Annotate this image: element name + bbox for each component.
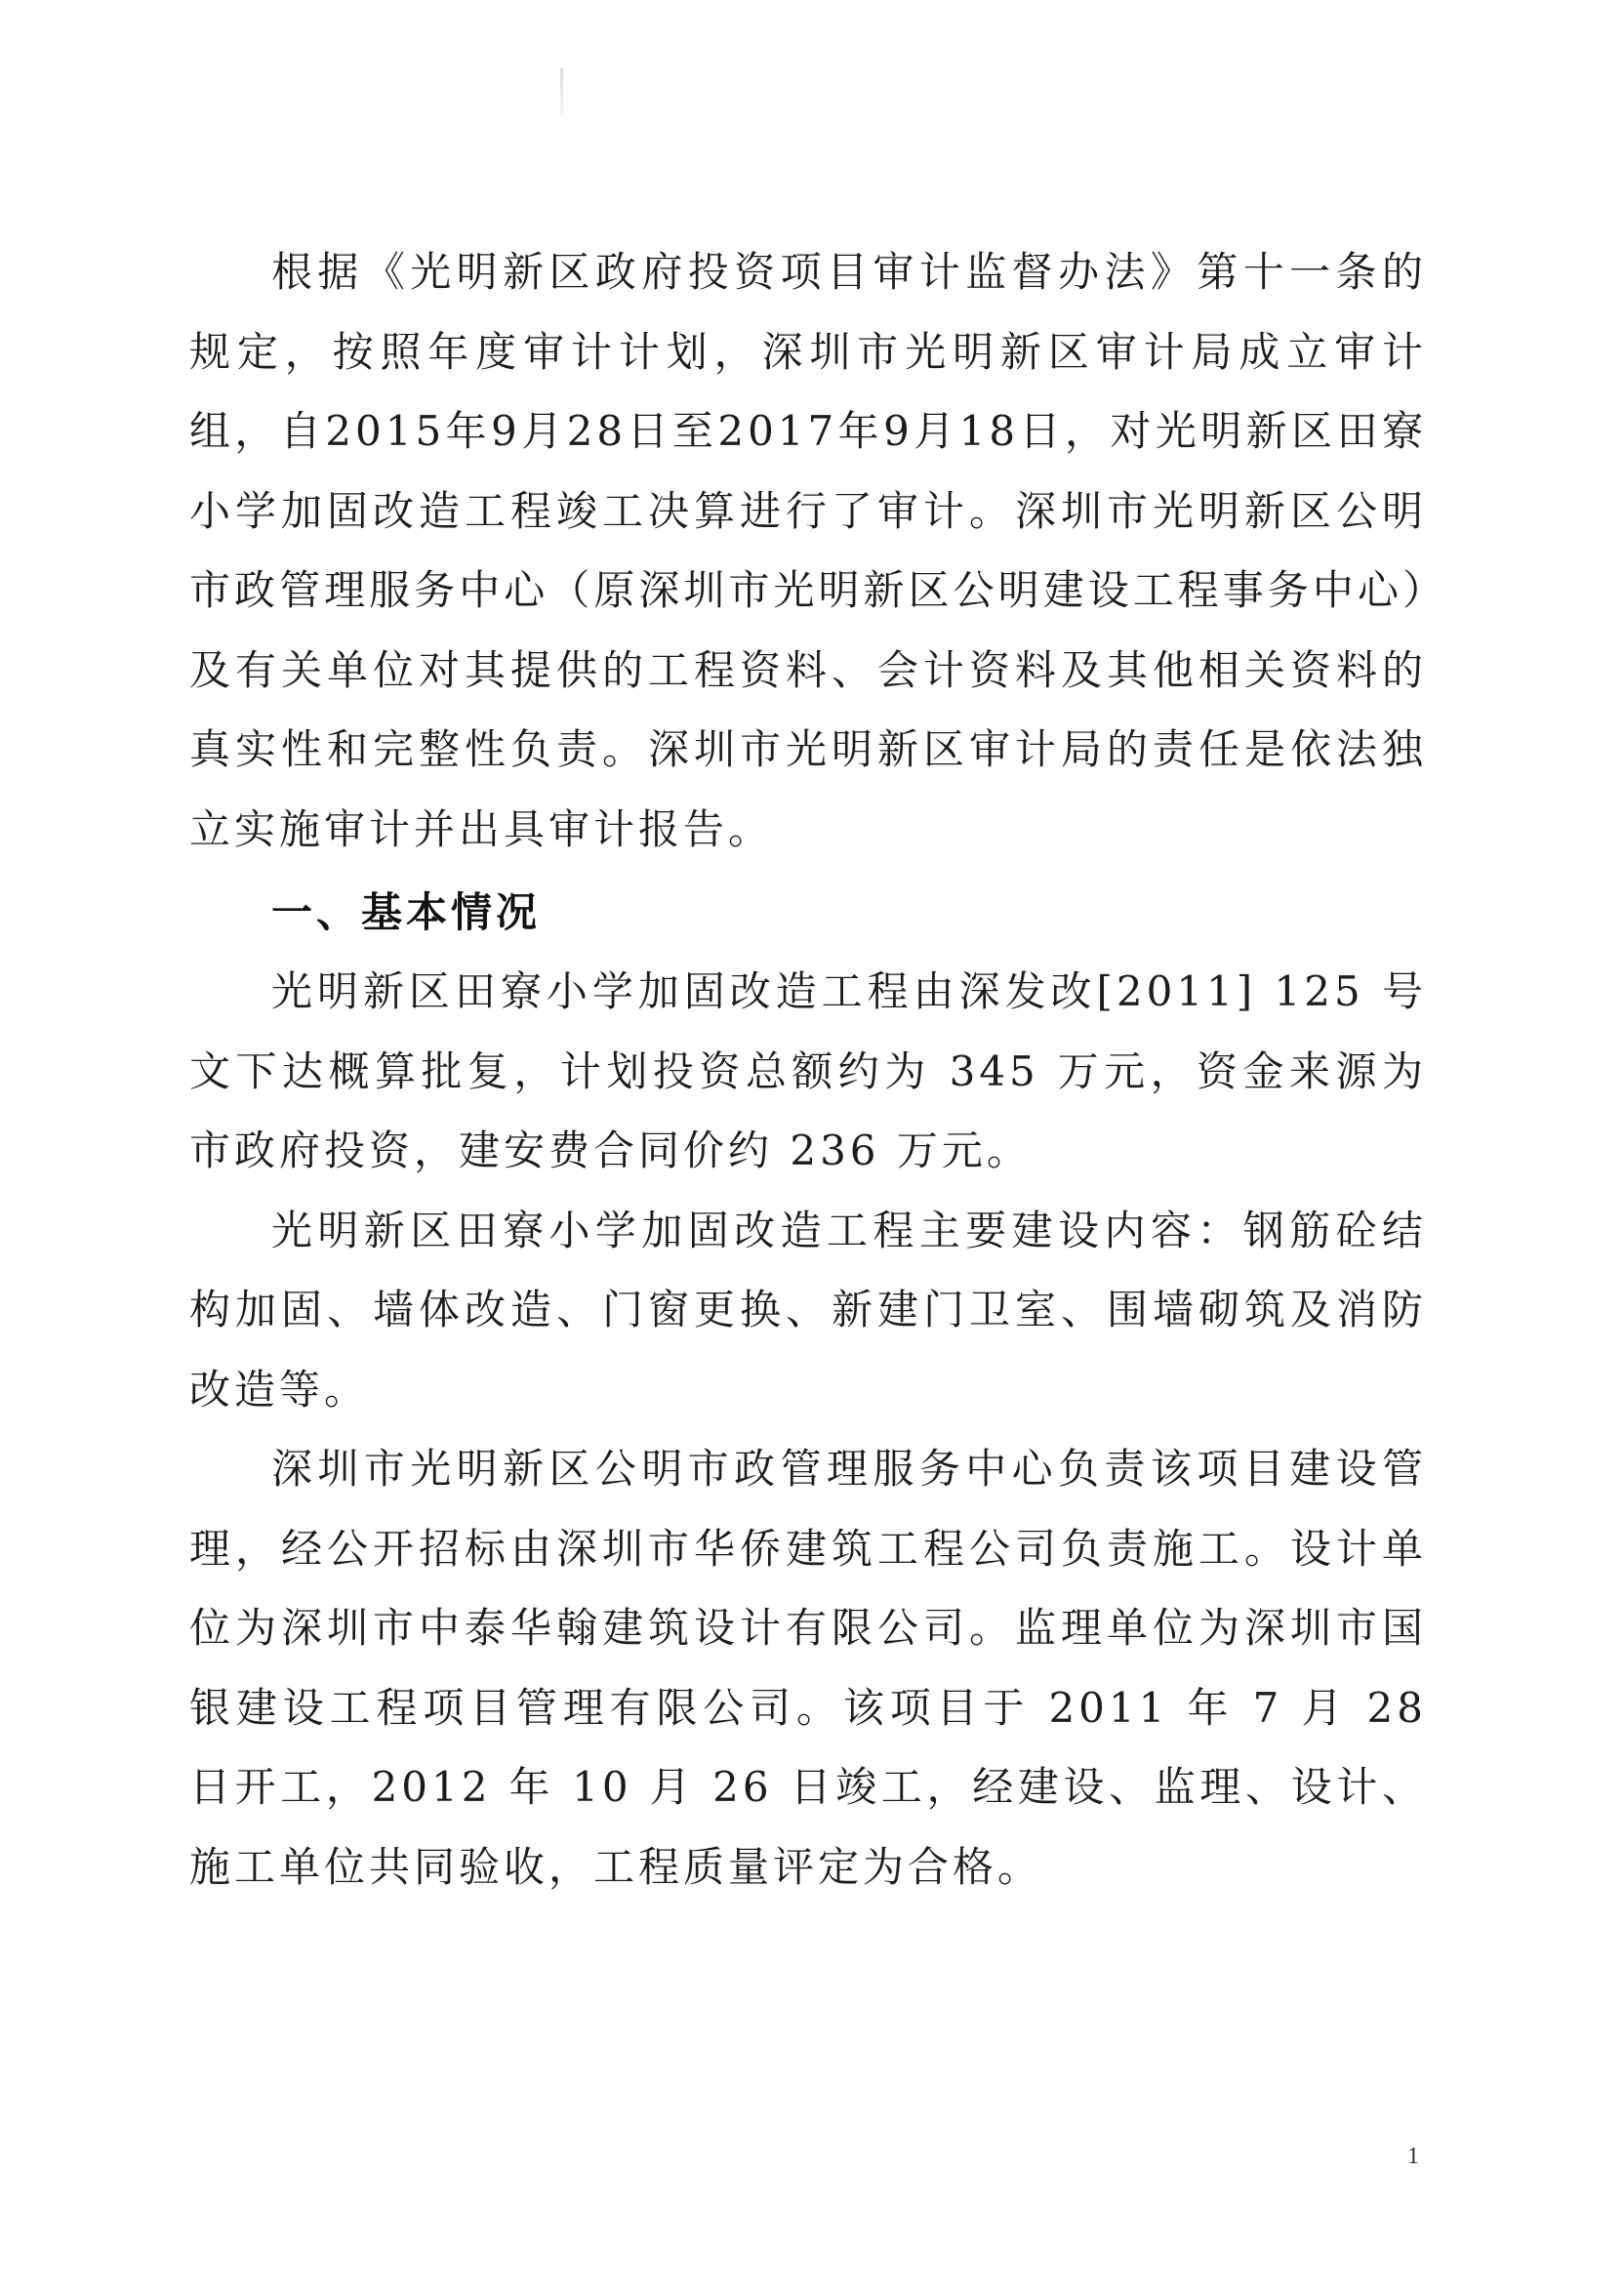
opening-paragraph: 根据《光明新区政府投资项目审计监督办法》第十一条的规定，按照年度审计计划，深圳市光明新区审计局成立审计组，自2015年9月28日至2017年9月18日，对光明新区田寮小学加固改造工程竣工决算进行了审计。深圳市光明新区公明市政管理服务中心（原深圳市光明新区公明建设工程事务中心）及有关单位对其提供的工程资料、会计资料及其他相关资料的真实性和完整性负责。深圳市光明新区审计局的责任是依法独立实施审计并出具审计报告。 <box>189 248 1427 853</box>
document-body <box>189 232 1427 1906</box>
scan-artifact <box>560 68 563 117</box>
basic-info-paragraph-management: 深圳市光明新区公明市政管理服务中心负责该项目建设管理，经公开招标由深圳市华侨建筑工程公司负责施工。设计单位为深圳市中泰华翰建筑设计有限公司。监理单位为深圳市国银建设工程项目管理有限公司。该项目于 2011 年 7 月 28 日开工，2012 年 10 月 26 日竣工，经建设、监理、设计、施工单位共同验收，工程质量评定为合格。 <box>189 1445 1427 1891</box>
page-number: 1 <box>1407 2144 1419 2169</box>
section-heading-basic-info: 一、基本情况 <box>271 888 542 936</box>
basic-info-paragraph-approval: 光明新区田寮小学加固改造工程由深发改[2011] 125 号文下达概算批复，计划投资总额约为 345 万元，资金来源为市政府投资，建安费合同价约 236 万元。 <box>189 967 1427 1174</box>
basic-info-paragraph-scope: 光明新区田寮小学加固改造工程主要建设内容：钢筋砼结构加固、墙体改造、门窗更换、新建门卫室、围墙砌筑及消防改造等。 <box>189 1206 1427 1414</box>
